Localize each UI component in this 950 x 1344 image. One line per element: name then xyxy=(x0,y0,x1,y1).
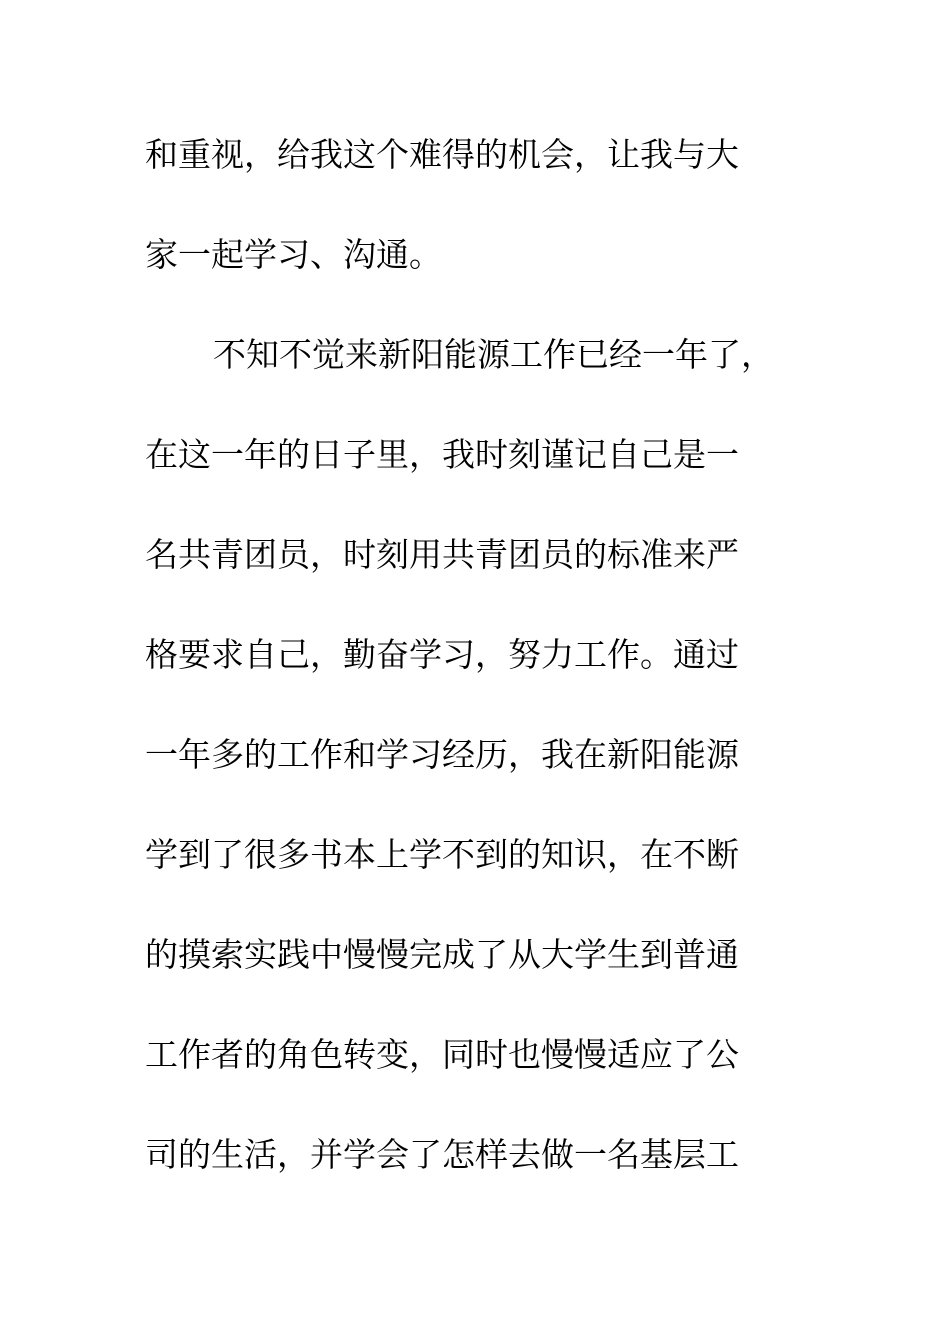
text-line: 司的生活，并学会了怎样去做一名基层工 xyxy=(145,1135,739,1174)
text-line: 家一起学习、沟通。 xyxy=(145,235,442,274)
text-line: 学到了很多书本上学不到的知识，在不断 xyxy=(145,835,739,874)
text-line: 的摸索实践中慢慢完成了从大学生到普通 xyxy=(145,935,739,974)
text-line: 一年多的工作和学习经历，我在新阳能源 xyxy=(145,735,739,774)
text-line: 工作者的角色转变，同时也慢慢适应了公 xyxy=(145,1035,739,1074)
paragraph-first-line: 不知不觉来新阳能源工作已经一年了， xyxy=(213,335,774,374)
text-line: 格要求自己，勤奋学习，努力工作。通过 xyxy=(145,635,739,674)
text-line: 名共青团员，时刻用共青团员的标准来严 xyxy=(145,535,739,574)
text-line: 和重视，给我这个难得的机会，让我与大 xyxy=(145,135,739,174)
text-line: 在这一年的日子里，我时刻谨记自己是一 xyxy=(145,435,739,474)
